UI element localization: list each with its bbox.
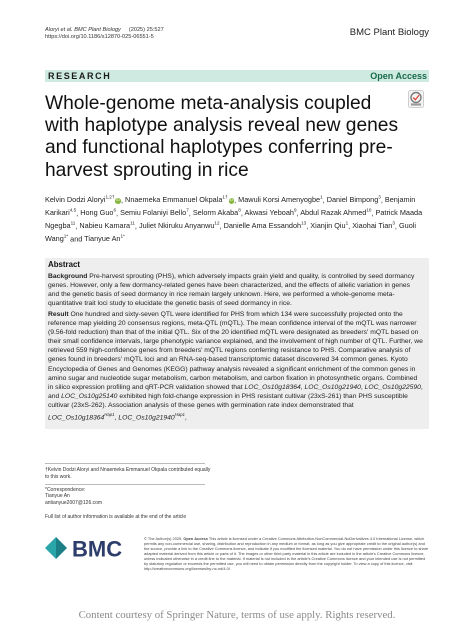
- abstract-box: [45, 258, 429, 429]
- author-separator: ,: [296, 208, 301, 218]
- result-text: One hundred and sixty-seven QTL were identified for PHS from which 134 were successfully projected onto the reference map yielding 20 consensus regions, meta-QTL (mQTL). The mean confidence interval of the mQTL was narrower (9.56-fold reduction) than that of the initial QTL. Six of the 20 identified mQTL were designated as breeders' mQTL based on their small confidence intervals, large phenotypic variance explained, and the involvement of high number of QTL. Further, we retrieved 559 high-confidence genes from breeders' mQTL regions conferring resistance to PHS. Comparative analysis of genes found in breeders' mQTL loci and an RNA-seq-based transcriptomic dataset discovered 34 common genes. Kyoto Encyclopedia of Genes and Genomes (KEGG) pathway analysis revealed a significant enrichment of the common genes in amino sugar and nucleotide sugar metabolism, carbon metabolism, and carbon fixation in photosynthetic organs. Combined in silico expression profiling and qRT-PCR validation showed that: [48, 311, 423, 391]
- author-separator: ,: [306, 221, 311, 231]
- gene-name: LOC_Os10g21940: [118, 414, 175, 422]
- author-name: Akwasi Yeboah: [244, 208, 294, 218]
- open-access-label: Open Access: [370, 71, 427, 81]
- author-affiliation: 8: [238, 207, 241, 213]
- author-separator: ,: [380, 195, 385, 205]
- author-affiliation: 10: [366, 207, 372, 213]
- bmc-logo-wordmark: BMC: [72, 537, 123, 559]
- author-separator: ,: [234, 195, 239, 205]
- bmc-logo-shape: [45, 537, 56, 559]
- author-name: Tianyue An: [84, 234, 121, 244]
- author-affiliation: 1*: [63, 233, 69, 239]
- author-separator: ,: [75, 221, 80, 231]
- author-item: [352, 221, 395, 230]
- author-name: Xiaohai Tian: [352, 221, 393, 231]
- abstract-result: [48, 310, 423, 422]
- author-item: [193, 208, 241, 217]
- footnote-divider: [45, 484, 205, 485]
- author-name: Patrick Maada Ngegba: [45, 208, 423, 231]
- orcid-icon[interactable]: iD: [116, 198, 120, 203]
- gene-name: LOC_Os10g18364: [48, 414, 105, 422]
- equal-contribution-note: †Kelvin Dodzi Aloryi and Nnaemeka Emmanuel Okpala contributed equally to this work.: [45, 467, 211, 480]
- haplotype-label: Hap1: [104, 412, 115, 418]
- author-name: Abdul Razak Ahmed: [300, 208, 367, 218]
- author-affiliation: 1,2†: [105, 195, 115, 200]
- correspondence-email[interactable]: antianyue2007@126.com: [45, 499, 103, 506]
- author-item: [139, 221, 220, 230]
- author-item: [327, 195, 381, 204]
- author-item: [79, 221, 134, 230]
- author-separator: ,: [322, 195, 327, 205]
- abstract-heading: Abstract: [48, 260, 81, 269]
- author-item: [300, 208, 371, 217]
- author-affiliation: 9: [293, 207, 297, 213]
- background-text: Pre-harvest sprouting (PHS), which adversely impacts grain yield and quality, is controlled by seed dormancy genes. However, only a few dormancy-related genes have been characterized, and the effects of allelic variation in genes and the genetic basis of seed dormancy in rice remain largely unknown. Here, we performed a whole-genome meta-quantitative trait loci study to elucidate the genetic basis of seed dormancy in rice.: [48, 273, 415, 308]
- correspondence-name: Tianyue An: [45, 493, 70, 500]
- author-name: Benjamin Karikari: [45, 195, 416, 218]
- result-text: ,: [360, 383, 365, 391]
- author-affiliation: 1: [320, 195, 323, 200]
- author-name: Juliet Nkiruku Anyanwu: [138, 221, 215, 231]
- citation-header: [45, 27, 164, 42]
- article-title: Whole-genome meta-analysis coupled with haplotype analysis reveal new genes and functional haplotypes conferring pre-harvest sprouting in rice: [45, 93, 399, 181]
- author-item: [125, 195, 234, 204]
- citation-year: (2025) 25:527: [128, 27, 164, 33]
- license-open-access: Open Access: [183, 536, 208, 541]
- author-separator: and: [68, 234, 85, 244]
- author-separator: ,: [240, 208, 245, 218]
- author-info-note: Full list of author information is available at the end of the article: [45, 514, 187, 520]
- author-item: [244, 208, 296, 217]
- author-item: [80, 208, 116, 217]
- author-affiliation: 1*: [120, 233, 125, 239]
- author-name: Mawuli Korsi Amenyogbe: [238, 195, 321, 205]
- haplotype-label: Hap1: [174, 412, 185, 418]
- author-name: Guoli Wang: [45, 221, 417, 244]
- check-for-updates-icon[interactable]: [408, 90, 424, 108]
- author-separator: ,: [120, 195, 126, 205]
- author-name: Daniel Bimpong: [326, 195, 379, 205]
- author-separator: ,: [134, 221, 139, 231]
- author-list: [45, 193, 431, 245]
- gene-name: LOC_Os10g22590: [364, 383, 421, 391]
- author-item: [45, 195, 121, 204]
- author-name: Selorm Akaba: [192, 208, 239, 218]
- result-label: Result: [48, 311, 69, 318]
- author-item: [310, 221, 348, 230]
- correspondence-block: [45, 487, 215, 506]
- author-name: Nabieu Kamara: [79, 221, 131, 231]
- article-type-label: RESEARCH: [48, 71, 112, 81]
- author-name: Xianjin Qiu: [310, 221, 346, 231]
- author-affiliation: 6: [113, 207, 117, 213]
- gene-name: LOC_Os10g21940: [304, 383, 361, 391]
- result-text: ,: [114, 414, 119, 422]
- author-affiliation: 1†: [222, 195, 228, 200]
- background-label: Background: [48, 273, 88, 280]
- author-separator: ,: [394, 221, 399, 231]
- citation-journal: Aloryi et al. BMC Plant Biology: [45, 27, 121, 33]
- author-affiliation: 7: [186, 207, 189, 213]
- author-item: [224, 221, 307, 230]
- author-affiliation: 12: [214, 220, 220, 226]
- author-name: Nnaemeka Emmanuel Okpala: [125, 195, 223, 205]
- author-item: [238, 195, 323, 204]
- bmc-logo: [45, 537, 135, 559]
- bmc-logo-shape: [56, 537, 67, 559]
- author-separator: ,: [219, 221, 224, 231]
- author-affiliation: 13: [301, 220, 307, 226]
- article-type-band: [45, 70, 429, 82]
- gene-name: LOC_Os10g25140: [61, 392, 118, 400]
- author-name: Hong Guo: [80, 208, 114, 218]
- result-text: , and: [48, 383, 423, 400]
- author-separator: ,: [76, 208, 81, 218]
- author-name: Danielle Ama Essandoh: [223, 221, 302, 231]
- author-item: [120, 208, 189, 217]
- result-text: ,: [300, 383, 305, 391]
- author-name: Semiu Folaniyi Bello: [120, 208, 187, 218]
- orcid-icon[interactable]: iD: [229, 198, 234, 203]
- author-affiliation: 3: [378, 195, 381, 200]
- result-text: ,: [184, 414, 187, 422]
- footnote-divider: [45, 463, 205, 464]
- license-text: [144, 536, 430, 571]
- author-separator: ,: [188, 208, 193, 218]
- gene-name: LOC_Os10g18364: [244, 383, 301, 391]
- author-separator: ,: [116, 208, 121, 218]
- author-separator: ,: [371, 208, 376, 218]
- author-affiliation: 11: [70, 220, 76, 226]
- author-affiliation: 1: [345, 220, 349, 226]
- result-text: exhibited high fold-change expression in PHS resistant cultivar (23xS-261) than PHS susceptible cultivar (23xS-262). Association analysis of these genes with germination rate index demonstrated that: [48, 392, 408, 409]
- journal-name: BMC Plant Biology: [349, 27, 429, 38]
- author-affiliation: 4,5: [69, 207, 77, 213]
- author-name: Kelvin Dodzi Aloryi: [45, 195, 106, 205]
- springer-watermark: Content courtesy of Springer Nature, terms of use apply. Rights reserved.: [78, 609, 396, 621]
- author-item: [84, 234, 125, 243]
- license-body: This article is licensed under a Creative Commons Attribution-NonCommercial-NoDerivatives 4.0 International License, which permits any non-commercial use, sharing, distribution and reproduction in any medium or format, as long as you give appropriate credit to the original author(s) and the source, provide a link to the Creative Commons licence, and indicate if you modified the licensed material. You do not have permission under this licence to share adapted material derived from this article or parts of it. The images or other third party material in this article are included in the article's Creative Commons licence, unless indicated otherwise in a credit line to the material. If material is not included in the article's Creative Commons licence and your intended use is not permitted by statutory regulation or exceeds the permitted use, you will need to obtain permission directly from the copyright holder. To view a copy of this licence, visit http://creativecommons.org/licenses/by-nc-nd/4.0/.: [144, 536, 429, 571]
- citation-doi[interactable]: https://doi.org/10.1186/s12870-025-06551-5: [45, 34, 154, 41]
- author-affiliation: 3: [392, 220, 395, 226]
- author-separator: ,: [348, 221, 353, 231]
- correspondence-label: *Correspondence:: [45, 487, 86, 493]
- license-copyright: © The Author(s) 2025.: [144, 536, 183, 541]
- author-affiliation: 11: [130, 220, 135, 226]
- abstract-background: [48, 272, 423, 308]
